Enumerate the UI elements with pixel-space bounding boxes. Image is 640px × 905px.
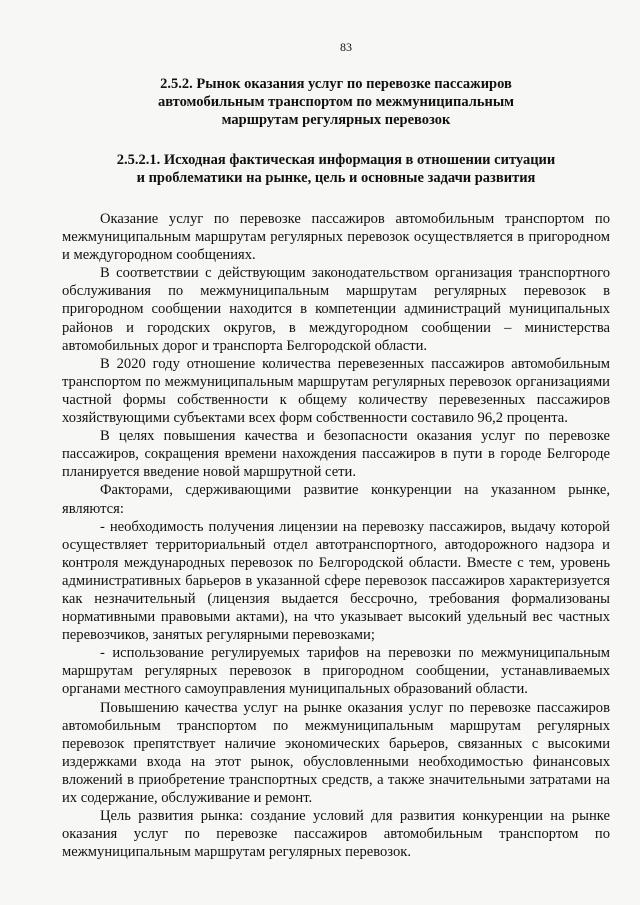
- subsection-heading-line: 2.5.2.1. Исходная фактическая информация в отношении ситуации: [116, 152, 556, 168]
- section-heading-line: 2.5.2. Рынок оказания услуг по перевозке пассажиров: [160, 76, 512, 92]
- page-number: 83: [340, 40, 352, 54]
- body-text: [62, 210, 610, 861]
- subsection-heading-line: и проблематики на рынке, цель и основные задачи развития: [136, 170, 536, 186]
- section-heading-line: маршрутам регулярных перевозок: [221, 112, 451, 128]
- paragraph-legislation: В соответствии с действующим законодательством организация транспортного обслуживания по межмуниципальным маршрутам регулярных перевозок в пригородном сообщении находится в компетенции администраций муниципальных районов и городских округов, в междугородном сообщении – министерства автомобильных дорог и транспорта Белгородской области.: [62, 265, 610, 354]
- section-heading-line: автомобильным транспортом по межмуниципальным: [157, 94, 515, 110]
- section-heading: [62, 75, 610, 129]
- paragraph-intro: Оказание услуг по перевозке пассажиров автомобильным транспортом по межмуниципальным маршрутам регулярных перевозок осуществляется в пригородном и междугородном сообщениях.: [62, 211, 610, 264]
- paragraph-new-route-network: В целях повышения качества и безопасности оказания услуг по перевозке пассажиров, сокращения времени нахождения пассажиров в пути в городе Белгороде планируется введение новой маршрутной сети.: [62, 428, 610, 481]
- paragraph-statistics-2020: В 2020 году отношение количества перевезенных пассажиров автомобильным транспортом по межмуниципальным маршрутам регулярных перевозок организациями частной формы собственности к общему количеству перевезенных пассажиров хозяйствующими субъектами всех форм собственности составило 96,2 процента.: [62, 355, 610, 427]
- subsection-heading: [62, 151, 610, 187]
- paragraph-market-goal: Цель развития рынка: создание условий для развития конкуренции на рынке оказания услуг по перевозке пассажиров автомобильным транспортом по межмуниципальным маршрутам регулярных перевозок.: [62, 808, 610, 861]
- paragraph-factors-intro: Факторами, сдерживающими развитие конкуренции на указанном рынке, являются:: [62, 482, 610, 517]
- list-item-regulated-tariffs: - использование регулируемых тарифов на перевозки по межмуниципальным маршрутам регулярных перевозок в пригородном сообщении, устанавливаемых органами местного самоуправления муниципальных образований области.: [62, 645, 610, 698]
- list-item-licensing: - необходимость получения лицензии на перевозку пассажиров, выдачу которой осуществляет территориальный отдел автотранспортного, автодорожного надзора и контроля международных перевозок по Белгородской области. Вместе с тем, уровень административных барьеров в указанной сфере перевозок пассажиров характеризуется как незначительный (лицензия выдается бессрочно, требования формализованы нормативными правовыми актами), на что указывает высокий удельный вес частных перевозчиков, занятых регулярными перевозками;: [62, 518, 610, 644]
- paragraph-economic-barriers: Повышению качества услуг на рынке оказания услуг по перевозке пассажиров автомобильным транспортом по межмуниципальным маршрутам регулярных перевозок препятствует наличие экономических барьеров, связанных с высокими издержками входа на этот рынок, обусловленными необходимостью финансовых вложений в приобретение транспортных средств, а также значительными затратами на их содержание, обслуживание и ремонт.: [62, 699, 610, 806]
